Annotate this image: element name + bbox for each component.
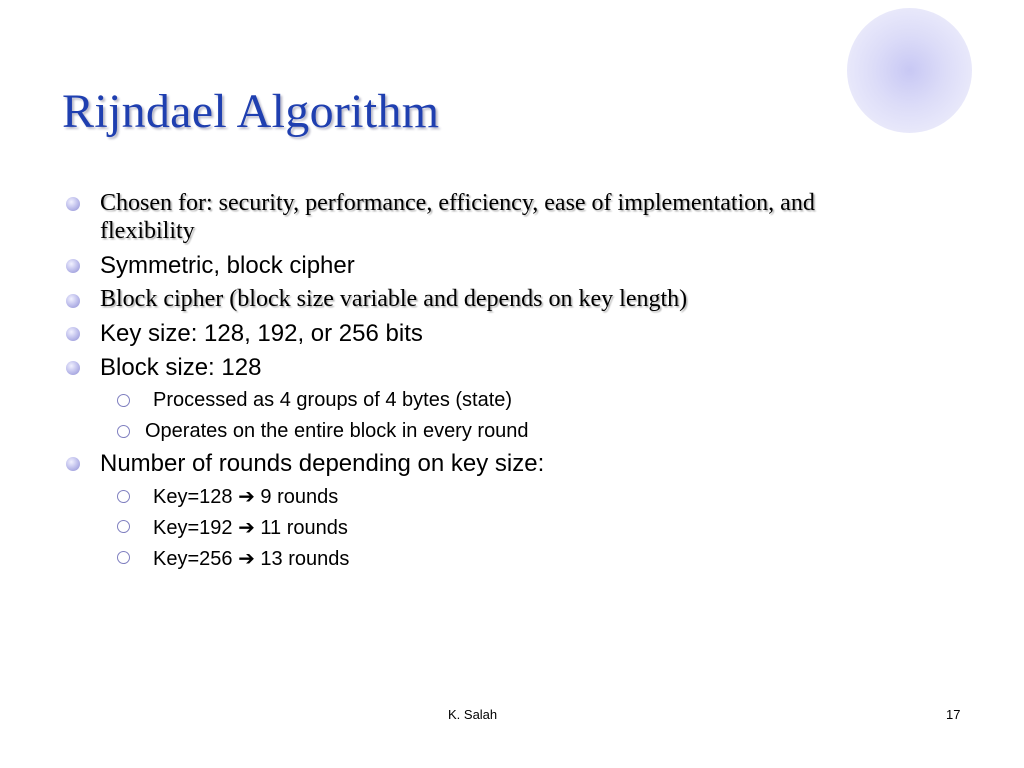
rounds-label: 11 rounds [260,517,348,539]
key-label: Key=192 [153,517,233,539]
sub-bullet-key256 [153,546,349,571]
page-number: 17 [946,707,961,722]
bullet-icon [66,197,80,211]
right-arrow-icon: ➔ [238,517,255,539]
sub-bullet-text-operates: Operates on the entire block in every round [145,420,529,442]
bullet-text-symmetric: Symmetric, block cipher [100,252,355,279]
key-label: Key=128 [153,486,233,508]
bullet-text-key-size: Key size: 128, 192, or 256 bits [100,320,423,347]
bullet-text-block-size: Block size: 128 [100,354,262,381]
bullet-text-chosen-line1: Chosen for: security, performance, efficiency, ease of implementation, and [100,190,815,216]
bullet-icon [66,294,80,308]
decorative-circle [847,8,972,133]
sub-bullet-icon [117,551,130,564]
footer-author: K. Salah [448,707,498,722]
bullet-text-rounds: Number of rounds depending on key size: [100,450,545,477]
bullet-icon [66,361,80,375]
key-label: Key=256 [153,548,233,570]
sub-bullet-text-processed: Processed as 4 groups of 4 bytes (state) [153,389,513,411]
bullet-text-block-cipher: Block cipher (block size variable and depends on key length) [100,286,688,312]
rounds-label: 9 rounds [260,486,339,508]
right-arrow-icon: ➔ [238,548,255,570]
sub-bullet-icon [117,520,130,533]
right-arrow-icon: ➔ [238,486,255,508]
sub-bullet-icon [117,490,130,503]
sub-bullet-icon [117,394,130,407]
rounds-label: 13 rounds [260,548,350,570]
bullet-text-chosen-line2: flexibility [100,218,195,244]
sub-bullet-key128 [153,484,338,509]
bullet-icon [66,327,80,341]
slide-title: Rijndael Algorithm [62,85,440,138]
bullet-icon [66,457,80,471]
sub-bullet-icon [117,425,130,438]
bullet-icon [66,259,80,273]
sub-bullet-key192 [153,515,348,540]
